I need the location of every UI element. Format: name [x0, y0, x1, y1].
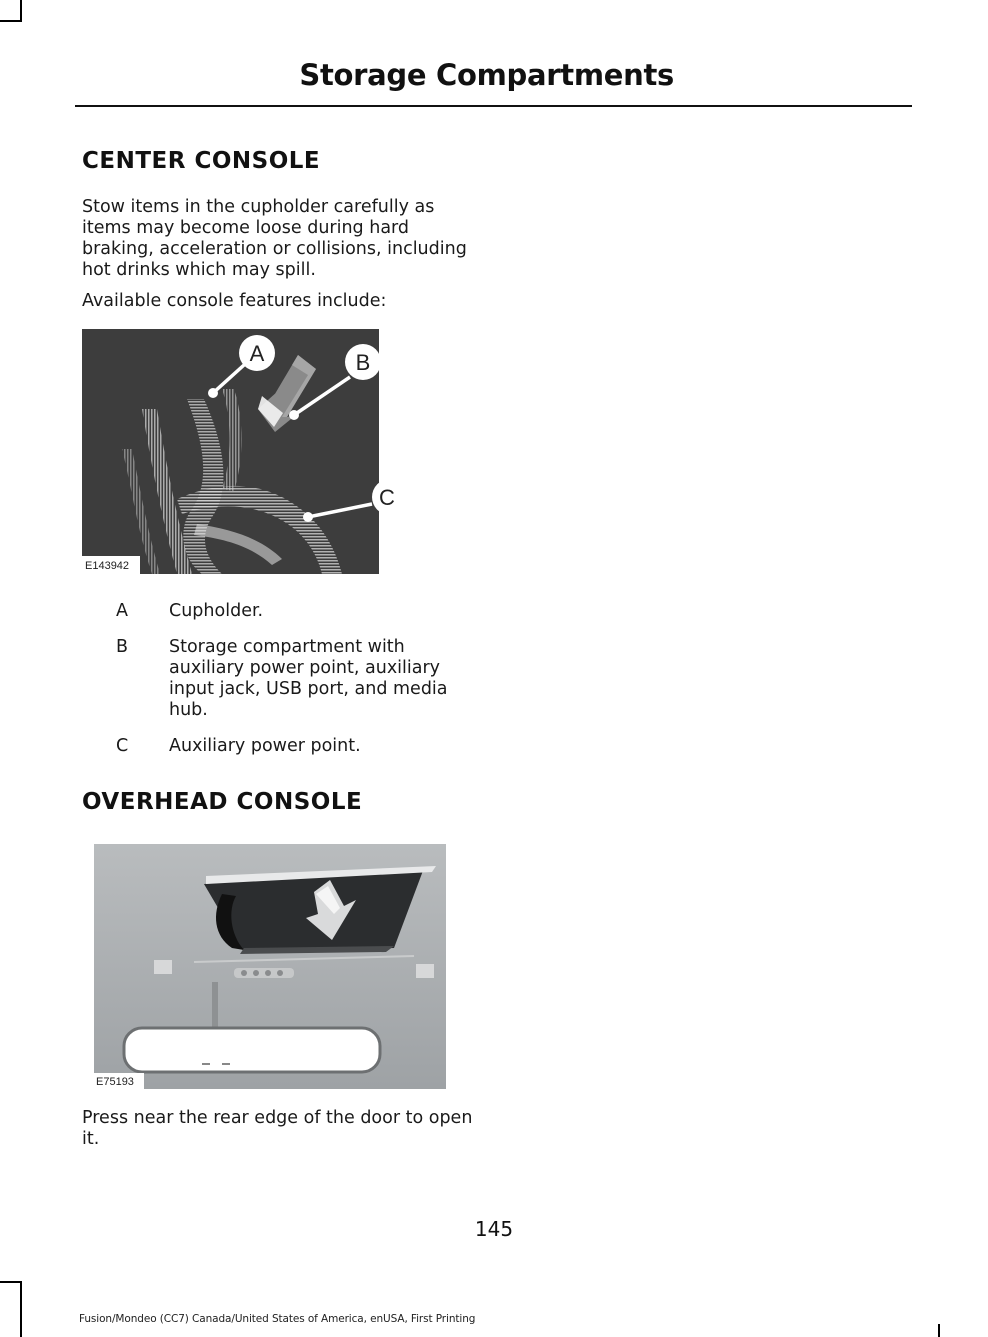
- header-rule: [75, 105, 912, 107]
- crop-mark: [0, 1281, 22, 1283]
- page-number: 145: [474, 1217, 514, 1241]
- legend-text: Cupholder.: [169, 601, 264, 621]
- legend-row-b: [82, 637, 482, 721]
- center-console-illustration: [82, 329, 395, 574]
- legend-key: A: [116, 601, 128, 621]
- callout-b-label: B: [355, 350, 371, 375]
- features-intro: Available console features include:: [82, 291, 387, 311]
- crop-mark: [0, 20, 20, 22]
- legend-row-a: [82, 601, 482, 622]
- center-console-intro: Stow items in the cupholder carefully as items may become loose during hard braking, acceleration or collisions, including hot drinks which may spill.: [82, 197, 467, 280]
- figure-code-e75193: E75193: [96, 1076, 134, 1088]
- footer-edition: Fusion/Mondeo (CC7) Canada/United States of America, enUSA, First Printing: [79, 1313, 476, 1325]
- callout-c-label: C: [379, 485, 395, 510]
- page-header-title: Storage Compartments: [299, 58, 674, 92]
- legend-key: C: [116, 736, 129, 756]
- callout-b-badge: [345, 344, 381, 380]
- callout-a-label: A: [249, 341, 265, 366]
- center-console-legend: [82, 601, 482, 772]
- overhead-console-illustration: [94, 844, 446, 1089]
- figure-code-e143942: E143942: [85, 560, 130, 572]
- crop-mark: [20, 0, 22, 22]
- overhead-console-instruction: Press near the rear edge of the door to open it.: [82, 1108, 473, 1149]
- legend-row-c: [82, 736, 482, 757]
- crop-mark: [938, 1324, 940, 1337]
- callout-c-badge: [372, 479, 408, 515]
- section-heading-center-console: CENTER CONSOLE: [82, 148, 321, 174]
- legend-text: Storage compartment with auxiliary power point, auxiliary input jack, USB port, and media hub.: [169, 637, 448, 720]
- section-heading-overhead-console: OVERHEAD CONSOLE: [82, 789, 363, 815]
- legend-text: Auxiliary power point.: [169, 736, 361, 756]
- callout-a-badge: [239, 335, 275, 371]
- crop-mark: [20, 1281, 22, 1337]
- legend-key: B: [116, 637, 129, 657]
